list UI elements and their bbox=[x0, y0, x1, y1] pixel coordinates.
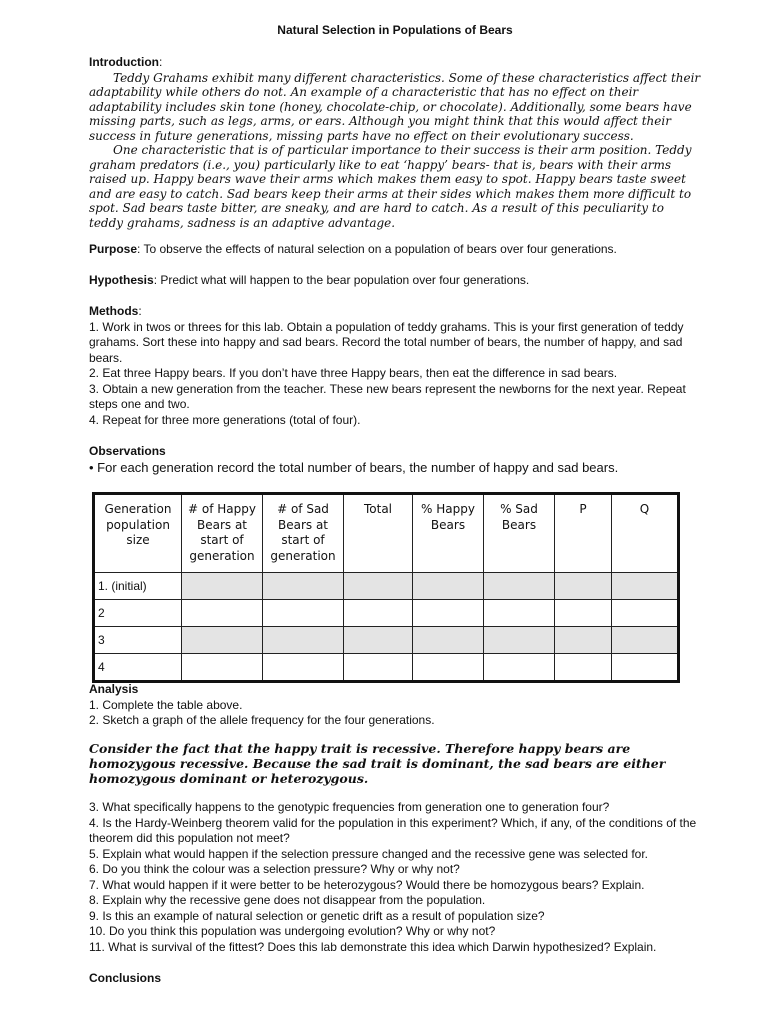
conclusions-heading: Conclusions bbox=[89, 971, 162, 985]
analysis-item-10: 10. Do you think this population was undergoing evolution? Why or why not? bbox=[89, 924, 496, 938]
table-row bbox=[94, 627, 679, 654]
table-cell[interactable] bbox=[612, 573, 679, 600]
introduction-section bbox=[89, 55, 701, 230]
table-row bbox=[94, 654, 679, 682]
analysis-item-2: 2. Sketch a graph of the allele frequency for the four generations. bbox=[89, 713, 435, 727]
table-row bbox=[94, 600, 679, 627]
table-cell[interactable] bbox=[413, 573, 484, 600]
header-p: P bbox=[555, 494, 612, 573]
table-cell[interactable] bbox=[484, 600, 555, 627]
analysis-item-7: 7. What would happen if it were better to be heterozygous? Would there be homozygous bears? Explain. bbox=[89, 877, 645, 892]
table-cell[interactable] bbox=[484, 654, 555, 682]
table-cell[interactable] bbox=[555, 600, 612, 627]
header-q: Q bbox=[612, 494, 679, 573]
table-cell[interactable] bbox=[263, 627, 344, 654]
analysis-item-4: 4. Is the Hardy-Weinberg theorem valid for the population in this experiment? Which, if any, of the conditions of the theorem did this population not meet? bbox=[89, 815, 697, 845]
table-cell[interactable] bbox=[555, 573, 612, 600]
analysis-item-11: 11. What is survival of the fittest? Does this lab demonstrate this idea which Darwin hypothesized? Explain. bbox=[89, 939, 657, 954]
table-cell[interactable] bbox=[612, 654, 679, 682]
table-cell[interactable] bbox=[413, 654, 484, 682]
hypothesis-text: : Predict what will happen to the bear population over four generations. bbox=[153, 273, 530, 287]
table-cell[interactable] bbox=[413, 627, 484, 654]
observations-section bbox=[89, 444, 701, 475]
header-percent-happy: % Happy Bears bbox=[413, 494, 484, 573]
conclusions-section bbox=[89, 971, 701, 987]
introduction-colon: : bbox=[158, 55, 163, 69]
table-cell[interactable] bbox=[263, 600, 344, 627]
introduction-paragraph-2: One characteristic that is of particular importance to their success is their arm position. Teddy graham predators (i.e., you) particularly like to eat ‘happy’ bears- that is, bears with their arms raised up. Happy bears wave their arms which makes them easy to spot. Happy bears taste sweet and are easy to catch. Sad bears keep their arms at their sides which makes them more difficult to spot. Sad bears taste bitter, are sneaky, and are hard to catch. As a result of this peculiarity to teddy grahams, sadness is an adaptive advantage. bbox=[89, 143, 692, 230]
analysis-heading: Analysis bbox=[89, 682, 139, 696]
table-cell[interactable] bbox=[182, 654, 263, 682]
observations-heading: Observations bbox=[89, 444, 166, 458]
observations-bullet: • For each generation record the total number of bears, the number of happy and sad bears. bbox=[89, 459, 619, 475]
table-cell[interactable] bbox=[344, 573, 413, 600]
row-label: 4 bbox=[94, 654, 182, 682]
row-label: 1. (initial) bbox=[94, 573, 182, 600]
row-label: 3 bbox=[94, 627, 182, 654]
table-cell[interactable] bbox=[182, 573, 263, 600]
purpose-text: : To observe the effects of natural selection on a population of bears over four generations. bbox=[137, 242, 617, 256]
table-row bbox=[94, 573, 679, 600]
table-cell[interactable] bbox=[555, 654, 612, 682]
table-cell[interactable] bbox=[484, 627, 555, 654]
table-cell[interactable] bbox=[263, 573, 344, 600]
analysis-item-5: 5. Explain what would happen if the selection pressure changed and the recessive gene was selected for. bbox=[89, 846, 649, 861]
generation-data-table bbox=[92, 492, 680, 683]
analysis-section bbox=[89, 682, 701, 729]
table-cell[interactable] bbox=[344, 654, 413, 682]
methods-heading: Methods bbox=[89, 304, 139, 318]
recessive-trait-note: Consider the fact that the happy trait is recessive. Therefore happy bears are homozygous recessive. Because the sad trait is dominant, the sad bears are either homozygous dominant or heterozygous. bbox=[89, 741, 666, 786]
purpose-heading: Purpose bbox=[89, 242, 138, 256]
methods-step-3: 3. Obtain a new generation from the teacher. These new bears represent the newborns for the next year. Repeat steps one and two. bbox=[89, 381, 686, 411]
table-cell[interactable] bbox=[413, 600, 484, 627]
analysis-item-1: 1. Complete the table above. bbox=[89, 697, 243, 712]
purpose-section bbox=[89, 242, 701, 258]
methods-section bbox=[89, 304, 701, 428]
table-cell[interactable] bbox=[182, 600, 263, 627]
table-cell[interactable] bbox=[263, 654, 344, 682]
table-cell[interactable] bbox=[484, 573, 555, 600]
analysis-item-6: 6. Do you think the colour was a selection pressure? Why or why not? bbox=[89, 862, 460, 876]
analysis-item-9: 9. Is this an example of natural selection or genetic drift as a result of population size? bbox=[89, 908, 545, 923]
methods-step-2: 2. Eat three Happy bears. If you don’t have three Happy bears, then eat the difference in sad bears. bbox=[89, 366, 618, 380]
header-generation-size: Generation population size bbox=[94, 494, 182, 573]
methods-step-4: 4. Repeat for three more generations (total of four). bbox=[89, 412, 361, 427]
hypothesis-section bbox=[89, 273, 701, 289]
row-label: 2 bbox=[94, 600, 182, 627]
hypothesis-heading: Hypothesis bbox=[89, 273, 154, 287]
table-cell[interactable] bbox=[555, 627, 612, 654]
table-cell[interactable] bbox=[344, 600, 413, 627]
analysis-questions bbox=[89, 800, 701, 955]
header-total: Total bbox=[344, 494, 413, 573]
introduction-paragraph-1: Teddy Grahams exhibit many different characteristics. Some of these characteristics affect their adaptability while others do not. An example of a characteristic that has no effect on their adaptability includes skin tone (honey, chocolate-chip, or chocolate). Additionally, some bears have missing parts, such as legs, arms, or ears. Although you might think that this would affect their success in future generations, missing parts have no effect on their evolutionary success. bbox=[89, 70, 701, 143]
table-cell[interactable] bbox=[344, 627, 413, 654]
header-percent-sad: % Sad Bears bbox=[484, 494, 555, 573]
table-cell[interactable] bbox=[182, 627, 263, 654]
page-title: Natural Selection in Populations of Bears bbox=[277, 23, 513, 37]
introduction-heading: Introduction bbox=[89, 55, 159, 69]
methods-colon: : bbox=[138, 304, 142, 318]
analysis-item-3: 3. What specifically happens to the genotypic frequencies from generation one to generation four? bbox=[89, 800, 610, 814]
methods-step-1: 1. Work in twos or threes for this lab. Obtain a population of teddy grahams. This is your first generation of teddy grahams. Sort these into happy and sad bears. Record the total number of bears, the number of happy, and sad bears. bbox=[89, 319, 684, 365]
header-sad-count: # of Sad Bears at start of generation bbox=[263, 494, 344, 573]
header-happy-count: # of Happy Bears at start of generation bbox=[182, 494, 263, 573]
analysis-item-8: 8. Explain why the recessive gene does not disappear from the population. bbox=[89, 893, 486, 907]
table-header-row bbox=[94, 494, 679, 573]
table-cell[interactable] bbox=[612, 600, 679, 627]
table-cell[interactable] bbox=[612, 627, 679, 654]
